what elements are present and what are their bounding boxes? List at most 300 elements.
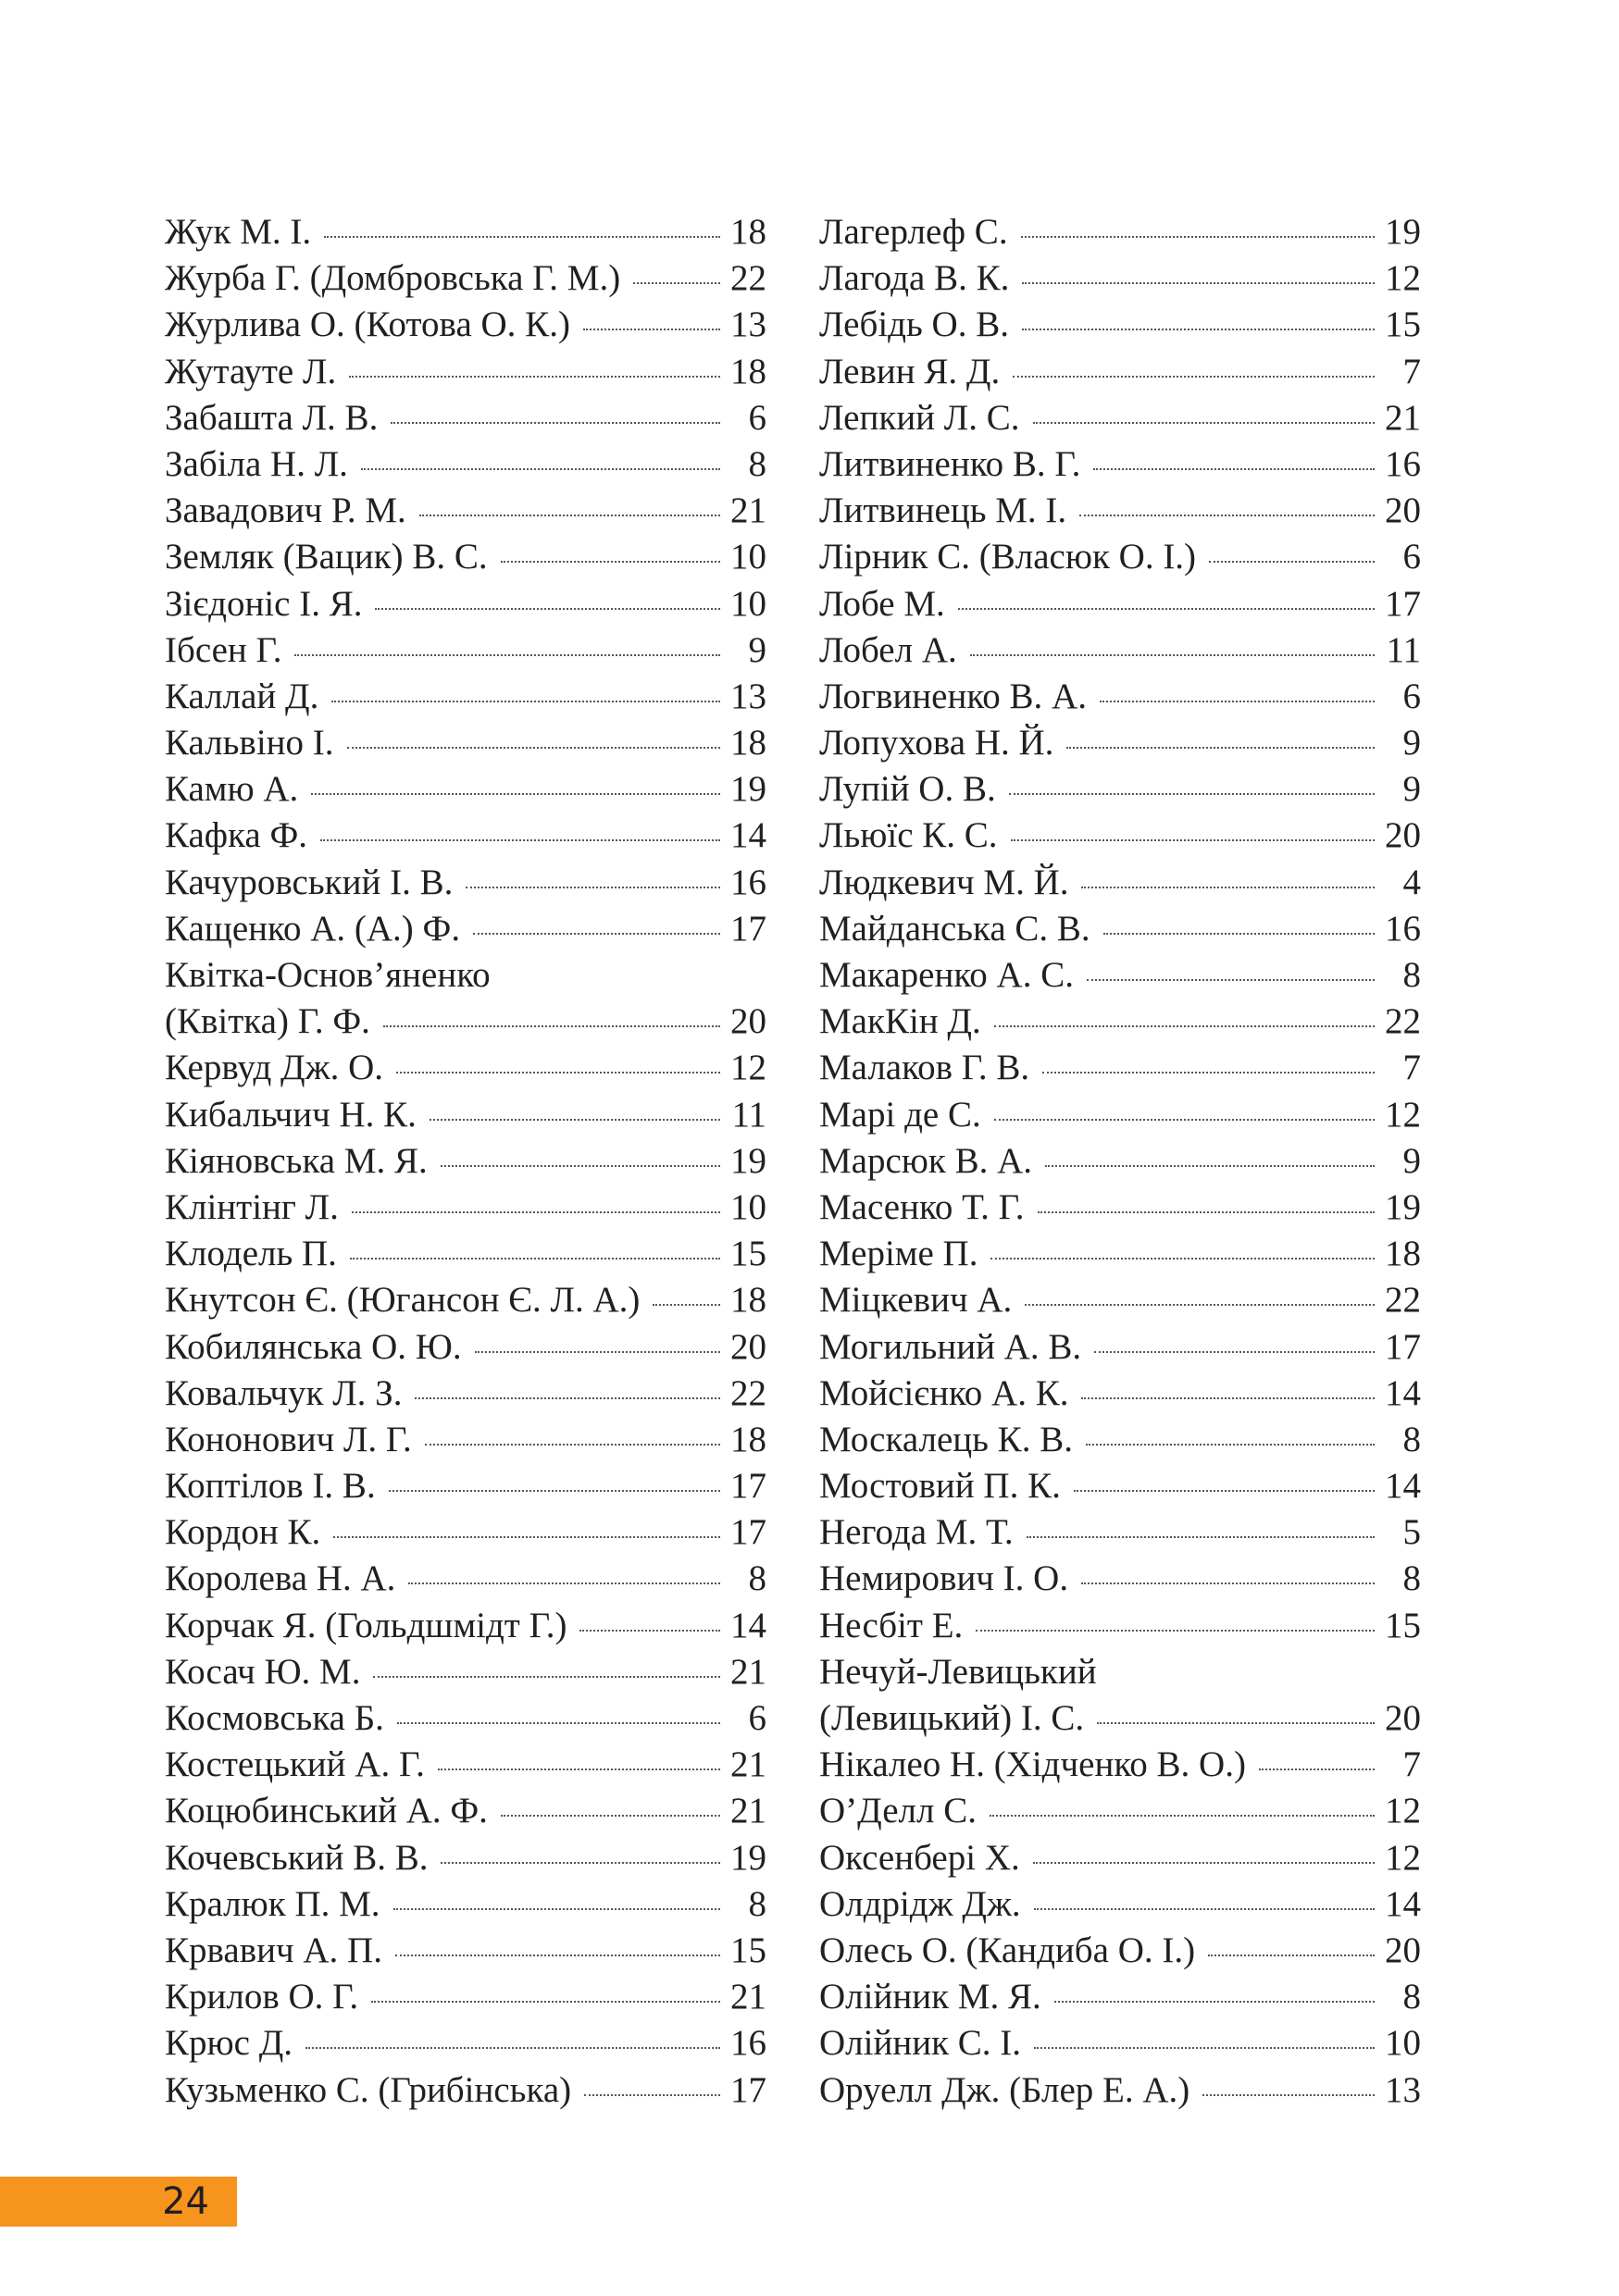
- entry-name: Забашта Л. В.: [165, 397, 379, 438]
- entry-page: 8: [748, 443, 766, 484]
- dot-leader: [383, 1024, 720, 1027]
- entry-name: Лобел А.: [819, 629, 957, 670]
- entry-page: 18: [1385, 1234, 1421, 1274]
- index-entry: [819, 2020, 1421, 2066]
- dot-leader: [305, 2046, 720, 2049]
- entry-name: Лагода В. К.: [819, 258, 1010, 299]
- entry-name: Ібсен Г.: [165, 629, 282, 670]
- entry-name: Крилов О. Г.: [165, 1977, 359, 2017]
- dot-leader: [294, 653, 720, 656]
- index-entry: [819, 1603, 1421, 1649]
- entry-name: О’Делл С.: [819, 1791, 977, 1831]
- dot-leader: [430, 1118, 720, 1121]
- dot-leader: [1259, 1768, 1375, 1770]
- entry-name: Коцюбинський А. Ф.: [165, 1791, 488, 1831]
- entry-page: 20: [730, 1326, 766, 1367]
- entry-name: Негода М. Т.: [819, 1512, 1014, 1553]
- entry-name: Олійник М. Я.: [819, 1977, 1041, 2017]
- entry-page: 6: [1402, 676, 1421, 716]
- dot-leader: [994, 1024, 1375, 1027]
- dot-leader: [438, 1768, 720, 1770]
- entry-name: (Левицький) І. С.: [819, 1698, 1085, 1738]
- entry-page: 7: [1402, 1744, 1421, 1785]
- index-entry: [819, 1092, 1421, 1138]
- index-entry: [819, 1417, 1421, 1463]
- dot-leader: [350, 1257, 720, 1260]
- index-entry: [165, 1092, 766, 1138]
- index-entry: [819, 534, 1421, 580]
- entry-name: Камю А.: [165, 769, 299, 810]
- entry-name: Оруелл Дж. (Блер Е. А.): [819, 2069, 1190, 2110]
- entry-name: Кочевський В. В.: [165, 1837, 429, 1878]
- index-entry: [165, 1509, 766, 1556]
- entry-name: Литвиненко В. Г.: [819, 443, 1081, 484]
- entry-page: 20: [1385, 1930, 1421, 1970]
- index-entry: [165, 860, 766, 906]
- entry-name: Логвиненко В. А.: [819, 676, 1087, 716]
- entry-page: 21: [730, 490, 766, 531]
- entry-name: Марсюк В. А.: [819, 1140, 1033, 1181]
- index-entry: [819, 674, 1421, 720]
- index-entry: [819, 1742, 1421, 1788]
- dot-leader: [1033, 421, 1375, 424]
- index-entry: [819, 255, 1421, 302]
- dot-leader: [1042, 1071, 1375, 1074]
- entry-page: 8: [1402, 1558, 1421, 1599]
- index-entry: [165, 349, 766, 395]
- dot-leader: [990, 1814, 1375, 1817]
- entry-page: 21: [730, 1651, 766, 1692]
- entry-name: Королева Н. А.: [165, 1558, 396, 1599]
- entry-name: Могильний А. В.: [819, 1326, 1082, 1367]
- entry-name: Макаренко А. С.: [819, 955, 1074, 995]
- entry-name: Олійник С. І.: [819, 2023, 1022, 2064]
- entry-page: 20: [730, 1001, 766, 1042]
- index-entry: [819, 813, 1421, 859]
- entry-page: 20: [1385, 1698, 1421, 1738]
- index-entry: [819, 349, 1421, 395]
- entry-page: 19: [1385, 212, 1421, 252]
- entry-page: 19: [730, 769, 766, 810]
- entry-page: 9: [1402, 1140, 1421, 1181]
- index-entry: [165, 1881, 766, 1928]
- dot-leader: [1097, 1721, 1375, 1724]
- dot-leader: [397, 1721, 720, 1724]
- dot-leader: [583, 328, 720, 330]
- dot-leader: [1011, 838, 1375, 841]
- index-entry: [165, 1185, 766, 1231]
- entry-name: Крюс Д.: [165, 2023, 293, 2064]
- index-entry: [819, 1138, 1421, 1185]
- index-entry: [819, 1881, 1421, 1928]
- entry-name: Лопухова Н. Й.: [819, 723, 1054, 763]
- index-entry: [165, 441, 766, 488]
- dot-leader: [1081, 1396, 1375, 1399]
- index-entry: [819, 1835, 1421, 1881]
- entry-name: Лірник С. (Власюк О. І.): [819, 537, 1197, 577]
- dot-leader: [391, 421, 720, 424]
- index-entry: [165, 766, 766, 813]
- entry-page: 10: [730, 583, 766, 624]
- index-entry: [819, 302, 1421, 348]
- index-entry: [819, 441, 1421, 488]
- dot-leader: [347, 746, 720, 749]
- index-entry: [819, 1509, 1421, 1556]
- dot-leader: [375, 607, 720, 610]
- dot-leader: [990, 1257, 1375, 1260]
- entry-name: Оксенбері Х.: [819, 1837, 1020, 1878]
- dot-leader: [1103, 932, 1375, 935]
- index-entry: [819, 999, 1421, 1045]
- entry-page: 19: [1385, 1186, 1421, 1227]
- entry-page: 18: [730, 1419, 766, 1459]
- entry-page: 15: [1385, 1605, 1421, 1645]
- entry-name: Мостовий П. К.: [819, 1466, 1061, 1507]
- index-entry: [819, 860, 1421, 906]
- dot-leader: [1066, 746, 1375, 749]
- entry-page: 16: [730, 862, 766, 902]
- entry-page: 8: [1402, 1419, 1421, 1459]
- entry-name: Кіяновська М. Я.: [165, 1140, 428, 1181]
- entry-page: 8: [1402, 955, 1421, 995]
- index-entry: [165, 952, 766, 999]
- entry-name: Клодель П.: [165, 1234, 337, 1274]
- entry-page: 22: [1385, 1001, 1421, 1042]
- entry-name: Кононович Л. Г.: [165, 1419, 412, 1459]
- index-entry: [819, 1788, 1421, 1834]
- dot-leader: [1045, 1164, 1375, 1167]
- dot-leader: [1021, 235, 1375, 238]
- index-entry: [819, 627, 1421, 674]
- entry-page: 18: [730, 1280, 766, 1321]
- entry-page: 11: [731, 1094, 766, 1135]
- entry-page: 21: [730, 1744, 766, 1785]
- entry-name: Космовська Б.: [165, 1698, 384, 1738]
- entry-name: Корчак Я. (Гольдшмідт Г.): [165, 1605, 567, 1645]
- dot-leader: [1013, 375, 1375, 378]
- dot-leader: [389, 1489, 720, 1492]
- index-entry: [165, 720, 766, 766]
- dot-leader: [1087, 978, 1375, 981]
- entry-page: 8: [748, 1883, 766, 1924]
- entry-page: 14: [1385, 1372, 1421, 1413]
- entry-page: 14: [730, 1605, 766, 1645]
- dot-leader: [1093, 467, 1375, 470]
- dot-leader: [1081, 1582, 1375, 1584]
- entry-name: Крвавич А. П.: [165, 1930, 382, 1970]
- entry-page: 16: [1385, 908, 1421, 949]
- index-entry: [819, 1371, 1421, 1417]
- index-entry: [819, 906, 1421, 952]
- entry-name: Кибальчич Н. К.: [165, 1094, 417, 1135]
- entry-name: Ковальчук Л. З.: [165, 1372, 403, 1413]
- index-entry: [819, 766, 1421, 813]
- entry-name: Мойсієнко А. К.: [819, 1372, 1069, 1413]
- entry-page: 21: [730, 1791, 766, 1831]
- entry-page: 16: [730, 2023, 766, 2064]
- entry-name: Жутауте Л.: [165, 351, 337, 391]
- index-entry: [165, 1649, 766, 1695]
- dot-leader: [1009, 792, 1375, 795]
- entry-name: Клінтінг Л.: [165, 1186, 339, 1227]
- entry-page: 18: [730, 212, 766, 252]
- index-entry: [165, 395, 766, 441]
- index-entry: [165, 209, 766, 255]
- dot-leader: [352, 1210, 720, 1213]
- entry-name: Масенко Т. Г.: [819, 1186, 1025, 1227]
- entry-name: Кервуд Дж. О.: [165, 1048, 384, 1088]
- entry-page: 16: [1385, 443, 1421, 484]
- entry-page: 14: [1385, 1883, 1421, 1924]
- entry-name: Кнутсон Є. (Югансон Є. Л. А.): [165, 1280, 641, 1321]
- entry-page: 9: [748, 629, 766, 670]
- index-entry: [165, 1556, 766, 1602]
- entry-page: 10: [1385, 2023, 1421, 2064]
- entry-name: Кафка Ф.: [165, 815, 308, 856]
- dot-leader: [441, 1164, 720, 1167]
- index-column-right: [819, 209, 1421, 2114]
- dot-leader: [1208, 1954, 1375, 1956]
- entry-name: Левин Я. Д.: [819, 351, 1001, 391]
- entry-page: 9: [1402, 769, 1421, 810]
- dot-leader: [408, 1582, 720, 1584]
- index-entry: [165, 1324, 766, 1371]
- entry-name: Кралюк П. М.: [165, 1883, 380, 1924]
- dot-leader: [373, 1675, 720, 1678]
- entry-name: Кордон К.: [165, 1512, 321, 1553]
- dot-leader: [473, 932, 720, 935]
- dot-leader: [415, 1396, 720, 1399]
- entry-page: 7: [1402, 1048, 1421, 1088]
- index-entry: [819, 952, 1421, 999]
- entry-name: Кальвіно І.: [165, 723, 334, 763]
- entry-name: Льюїс К. С.: [819, 815, 998, 856]
- dot-leader: [349, 375, 720, 378]
- entry-name: Косач Ю. М.: [165, 1651, 361, 1692]
- entry-page: 18: [730, 351, 766, 391]
- dot-leader: [331, 700, 720, 702]
- entry-page: 5: [1402, 1512, 1421, 1553]
- dot-leader: [395, 1954, 720, 1956]
- dot-leader: [1022, 328, 1375, 330]
- index-entry: [165, 1974, 766, 2020]
- entry-page: 12: [1385, 1837, 1421, 1878]
- entry-name: Зієдоніс І. Я.: [165, 583, 363, 624]
- index-entry: [165, 1695, 766, 1742]
- entry-name: МакКін Д.: [819, 1001, 981, 1042]
- dot-leader: [393, 1907, 720, 1910]
- index-entry: [165, 2020, 766, 2066]
- dot-leader: [579, 1629, 720, 1632]
- entry-name: Земляк (Вацик) В. С.: [165, 537, 488, 577]
- index-entry: [165, 1603, 766, 1649]
- entry-name: Каллай Д.: [165, 676, 319, 716]
- index-entry: [819, 1974, 1421, 2020]
- entry-page: 22: [730, 1372, 766, 1413]
- entry-page: 6: [748, 397, 766, 438]
- entry-name: Лепкий Л. С.: [819, 397, 1020, 438]
- entry-page: 13: [1385, 2069, 1421, 2110]
- dot-leader: [1027, 1535, 1375, 1538]
- entry-name: Кобилянська О. Ю.: [165, 1326, 462, 1367]
- index-entry: [819, 488, 1421, 534]
- entry-name: Качуровський І. В.: [165, 862, 454, 902]
- index-entry: [819, 2067, 1421, 2114]
- entry-page: 12: [1385, 1791, 1421, 1831]
- entry-name: Кузьменко С. (Грибінська): [165, 2069, 572, 2110]
- index-entry: [165, 674, 766, 720]
- entry-name: Литвинець М. І.: [819, 490, 1067, 531]
- dot-leader: [441, 1861, 720, 1864]
- entry-name: Нікалео Н. (Хідченко В. О.): [819, 1744, 1246, 1785]
- entry-page: 14: [1385, 1466, 1421, 1507]
- index-entry: [819, 1045, 1421, 1091]
- index-entry: [165, 2067, 766, 2114]
- entry-name: Костецький А. Г.: [165, 1744, 425, 1785]
- entry-name: Завадович Р. М.: [165, 490, 406, 531]
- entry-name: Несбіт Е.: [819, 1605, 964, 1645]
- index-entry: [819, 1556, 1421, 1602]
- dot-leader: [1100, 700, 1375, 702]
- entry-name: Марі де С.: [819, 1094, 981, 1135]
- entry-name: Меріме П.: [819, 1234, 978, 1274]
- dot-leader: [1033, 1861, 1375, 1864]
- index-entry: [819, 1324, 1421, 1371]
- entry-page: 21: [730, 1977, 766, 2017]
- entry-page: 13: [730, 676, 766, 716]
- entry-name: Немирович І. О.: [819, 1558, 1069, 1599]
- dot-leader: [1034, 2046, 1375, 2049]
- index-entry: [165, 255, 766, 302]
- entry-page: 14: [730, 815, 766, 856]
- index-entry: [165, 813, 766, 859]
- entry-page: 20: [1385, 490, 1421, 531]
- entry-page: 6: [1402, 537, 1421, 577]
- index-entry: [165, 1742, 766, 1788]
- dot-leader: [501, 1814, 720, 1817]
- entry-name: Міцкевич А.: [819, 1280, 1013, 1321]
- dot-leader: [501, 560, 720, 563]
- dot-leader: [1094, 1350, 1375, 1353]
- entry-page: 15: [1385, 304, 1421, 345]
- dot-leader: [320, 838, 720, 841]
- dot-leader: [970, 653, 1375, 656]
- index-entry: [165, 1788, 766, 1834]
- dot-leader: [311, 792, 720, 795]
- index-column-left: [165, 209, 766, 2114]
- dot-leader: [396, 1071, 720, 1074]
- entry-page: 12: [1385, 1094, 1421, 1135]
- index-entry: [165, 302, 766, 348]
- entry-page: 15: [730, 1930, 766, 1970]
- dot-leader: [653, 1303, 720, 1306]
- dot-leader: [1086, 1443, 1375, 1446]
- dot-leader: [361, 467, 720, 470]
- entry-name: Лобе М.: [819, 583, 945, 624]
- dot-leader: [1081, 886, 1375, 888]
- entry-name: Олесь О. (Кандиба О. І.): [819, 1930, 1196, 1970]
- dot-leader: [1079, 514, 1375, 516]
- index-entry: [165, 1463, 766, 1509]
- entry-name: Лагерлеф С.: [819, 212, 1008, 252]
- entry-page: 19: [730, 1140, 766, 1181]
- dot-leader: [1038, 1210, 1376, 1213]
- dot-leader: [1074, 1489, 1375, 1492]
- dot-leader: [466, 886, 720, 888]
- entry-name: Олдрідж Дж.: [819, 1883, 1021, 1924]
- index-entry: [819, 581, 1421, 627]
- entry-page: 15: [730, 1234, 766, 1274]
- entry-name: Кащенко А. (А.) Ф.: [165, 908, 461, 949]
- index-entry: [165, 1417, 766, 1463]
- entry-page: 17: [1385, 1326, 1421, 1367]
- dot-leader: [475, 1350, 720, 1353]
- entry-page: 17: [730, 908, 766, 949]
- index-entry: [165, 1835, 766, 1881]
- entry-page: 22: [730, 258, 766, 299]
- index-entry: [819, 1695, 1421, 1742]
- entry-page: 11: [1386, 629, 1421, 670]
- entry-name: Майданська С. В.: [819, 908, 1090, 949]
- dot-leader: [958, 607, 1375, 610]
- index-entry: [165, 906, 766, 952]
- dot-leader: [371, 2000, 720, 2003]
- index-entry: [819, 1649, 1421, 1695]
- entry-name: Малаков Г. В.: [819, 1048, 1030, 1088]
- dot-leader: [1034, 1907, 1375, 1910]
- entry-page: 8: [1402, 1977, 1421, 2017]
- index-entry: [819, 720, 1421, 766]
- index-entry: [165, 488, 766, 534]
- entry-page: 13: [730, 304, 766, 345]
- entry-page: 21: [1385, 397, 1421, 438]
- dot-leader: [633, 281, 720, 284]
- entry-page: 10: [730, 537, 766, 577]
- entry-name: Забіла Н. Л.: [165, 443, 348, 484]
- index-entry: [165, 1371, 766, 1417]
- index-entry: [819, 1928, 1421, 1974]
- index-entry: [819, 209, 1421, 255]
- dot-leader: [1054, 2000, 1375, 2003]
- dot-leader: [584, 2093, 720, 2096]
- index-entry: [819, 1185, 1421, 1231]
- entry-page: 6: [748, 1698, 766, 1738]
- entry-page: 19: [730, 1837, 766, 1878]
- entry-name: Лебідь О. В.: [819, 304, 1009, 345]
- entry-page: 22: [1385, 1280, 1421, 1321]
- dot-leader: [1025, 1303, 1375, 1306]
- entry-name: Жук М. І.: [165, 212, 312, 252]
- dot-leader: [1209, 560, 1375, 563]
- index-entry: [165, 534, 766, 580]
- dot-leader: [333, 1535, 720, 1538]
- entry-name: Людкевич М. Й.: [819, 862, 1069, 902]
- dot-leader: [419, 514, 720, 516]
- index-entry: [819, 395, 1421, 441]
- entry-name: Нечуй-Левицький: [819, 1651, 1097, 1692]
- index-entry: [819, 1277, 1421, 1323]
- entry-page: 17: [730, 2069, 766, 2110]
- index-entry: [819, 1231, 1421, 1277]
- entry-page: 17: [730, 1466, 766, 1507]
- entry-name: Москалець К. В.: [819, 1419, 1073, 1459]
- entry-page: 10: [730, 1186, 766, 1227]
- entry-page: 17: [730, 1512, 766, 1553]
- index-entry: [165, 627, 766, 674]
- entry-name: (Квітка) Г. Ф.: [165, 1001, 370, 1042]
- index-entry: [165, 1277, 766, 1323]
- entry-page: 7: [1402, 351, 1421, 391]
